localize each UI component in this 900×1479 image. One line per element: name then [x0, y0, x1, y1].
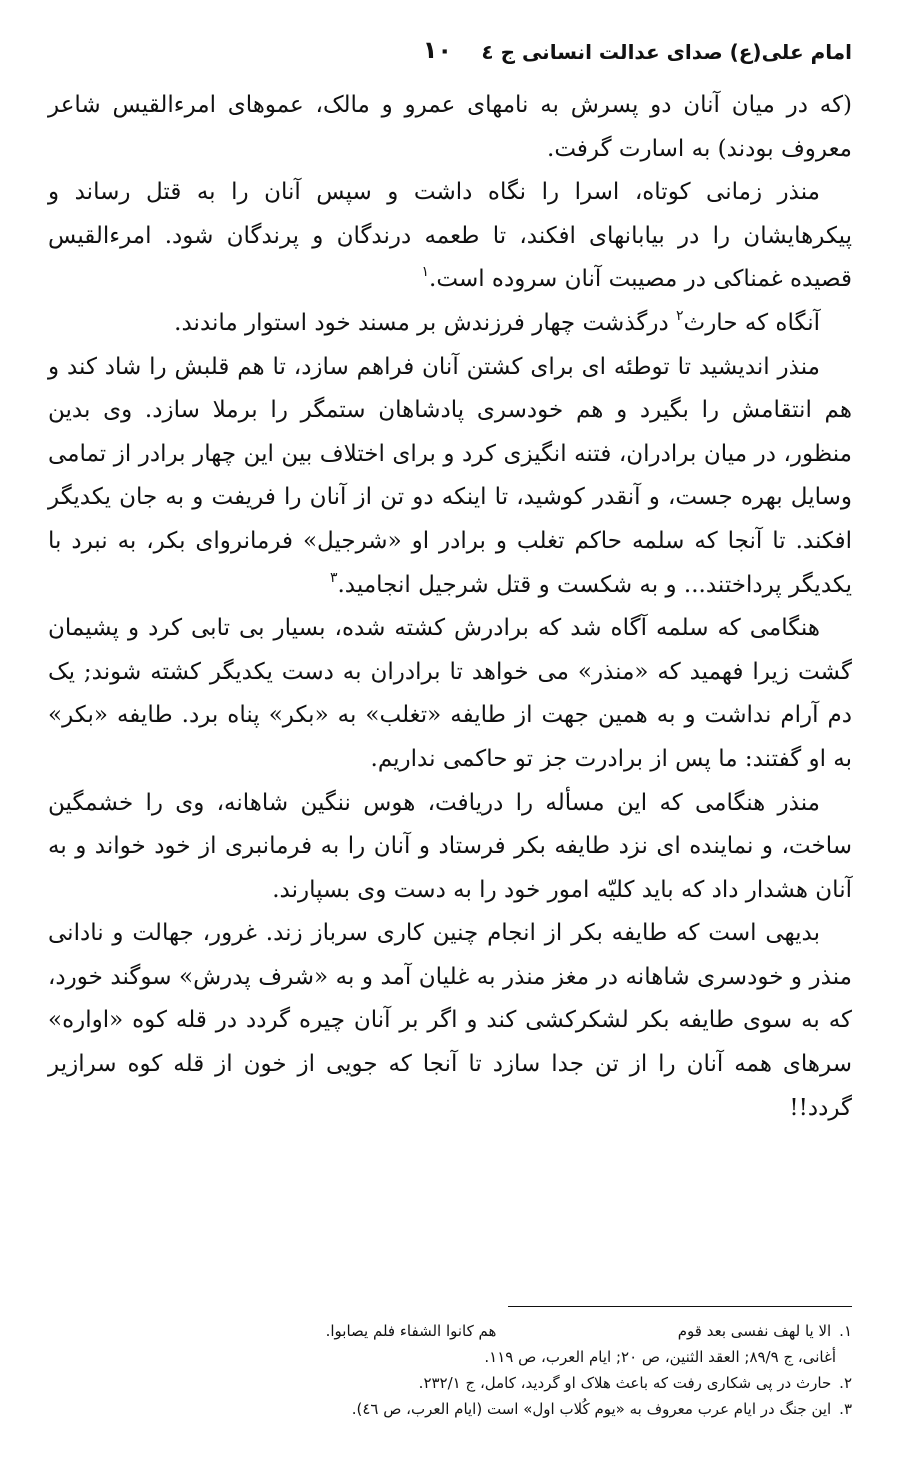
main-text	[48, 84, 852, 1130]
footnote-1	[48, 1318, 852, 1344]
footnotes	[48, 1318, 852, 1422]
footnote-3	[48, 1396, 852, 1422]
footnote-number: ۳.	[839, 1400, 852, 1418]
running-title: امام علی(ع) صدای عدالت انسانی ج ٤	[481, 40, 852, 64]
page-number: ۱۰	[422, 36, 452, 64]
footnote-marker-2[interactable]: ۲	[676, 307, 684, 324]
paragraph-1	[48, 84, 852, 171]
paragraph-4	[48, 346, 852, 608]
footnote-text: این جنگ در ایام عرب معروف به «یوم کُلاب اول» است (ایام العرب، ص ٤٦).	[351, 1400, 832, 1418]
footnote-divider	[508, 1306, 852, 1307]
paragraph-text: بدیهی است که طایفه بکر از انجام چنین کاری سرباز زند. غرور، جهالت و نادانی منذر و خودسری شاهانه در مغز منذر به غلیان آمد و به «شرف پدرش» سوگند خورد، که به سوی طایفه بکر لشکرکشی کند و اگر بر آنان چیره گردد در قله کوه «اواره» سرهای همه آنان را از تن جدا سازد تا آنجا که جویی از خون از قله کوه سرازیر گردد!!	[48, 920, 852, 1121]
paragraph-text: آنگاه که حارث	[683, 309, 820, 336]
footnote-number: ۲.	[839, 1374, 852, 1392]
paragraph-text: هنگامی که سلمه آگاه شد که برادرش کشته شده، بسیار بی تابی کرد و پشیمان گشت زیرا فهمید که «منذر» می خواهد تا برادران به دست یکدیگر کشته شوند; یک دم آرام نداشت و به همین جهت از طایفه «تغلب» به «بکر» پناه برد. طایفه «بکر» به او گفتند: ما پس از برادرت جز تو حاکمی نداریم.	[48, 615, 852, 772]
paragraph-7	[48, 912, 852, 1130]
footnote-marker-3[interactable]: ۳	[329, 569, 338, 586]
paragraph-text: (که در میان آنان دو پسرش به نامهای عمرو و مالک، عموهای امرءالقیس شاعر معروف بودند) به اسارت گرفت.	[48, 92, 852, 162]
paragraph-3	[48, 302, 852, 346]
paragraph-5	[48, 607, 852, 781]
verse-first-hemistich: الا یا لهف نفسی بعد قوم	[677, 1322, 832, 1340]
footnote-marker-1[interactable]: ۱	[421, 264, 430, 281]
paragraph-text: درگذشت چهار فرزندش بر مسند خود استوار ماندند.	[174, 309, 677, 336]
footnote-text: أغانی، ج ۸۹/۹; العقد الثنین، ص ۲۰; ایام العرب، ص ۱۱۹.	[484, 1348, 836, 1366]
paragraph-6	[48, 782, 852, 913]
paragraph-text: منذر اندیشید تا توطئه ای برای کشتن آنان فراهم سازد، تا هم قلبش را شاد کند و هم انتقامش را بگیرد و هم خودسری پادشاهان ستمگر را برملا سازد. وی بدین منظور، در میان برادران، فتنه انگیزی کرد و برای اختلاف بین این چهار برادر از تمامی وسایل بهره جست، و آنقدر کوشید، تا اینکه دو تن از آنان را فریفت و به جان یکدیگر افکند. تا آنجا که سلمه حاکم تغلب و برادر او «شرجیل» فرمانروای بکر، به نبرد با یکدیگر پرداختند... و به شکست و قتل شرجیل انجامید.	[48, 353, 852, 598]
footnote-2	[48, 1370, 852, 1396]
paragraph-text: منذر هنگامی که این مسأله را دریافت، هوس ننگین شاهانه، وی را خشمگین ساخت، و نماینده ای نزد طایفه بکر فرستاد و آنان را به فرمانبری از خود خواند و به آنان هشدار داد که باید کلیّه امور خود را به دست وی بسپارند.	[48, 789, 852, 903]
footnote-1-source	[48, 1344, 852, 1370]
verse-second-hemistich: هم کانوا الشفاء فلم یصابوا.	[325, 1322, 497, 1340]
page-header	[48, 36, 852, 76]
paragraph-2	[48, 171, 852, 302]
paragraph-text: منذر زمانی کوتاه، اسرا را نگاه داشت و سپس آنان را به قتل رساند و پیکرهایشان را در بیابانهای افکند، تا طعمه درندگان و پرندگان شود. امرءالقیس قصیده غمناکی در مصیبت آنان سروده است.	[48, 179, 852, 293]
footnote-number: ۱.	[839, 1322, 852, 1340]
footnote-text: حارث در پی شکاری رفت که باعث هلاک او گردید، کامل، ج ۲۳۲/۱.	[418, 1374, 832, 1392]
